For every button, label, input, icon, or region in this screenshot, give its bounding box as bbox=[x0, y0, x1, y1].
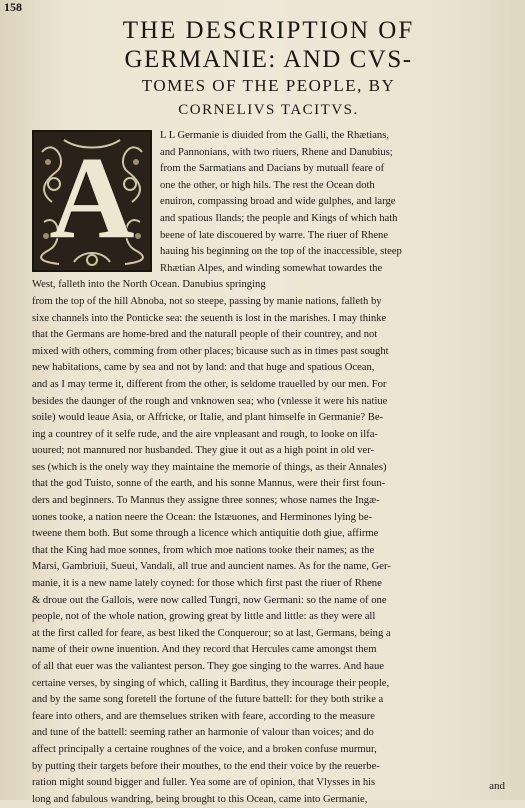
text-line: L L Germanie is diuided from the Galli, the Rhætians, bbox=[160, 130, 389, 141]
text-line: people, not of the whole nation, growing great by little and little: as they were all bbox=[32, 611, 376, 623]
text-line: ing a countrey of it selfe rude, and the aire vnpleasant and rough, to looke on ilfa- bbox=[32, 428, 378, 440]
text-line: new habitations, came by sea and not by land: and that huge and spatious Ocean, bbox=[32, 362, 375, 374]
text-line: long and fabulous wandring, being brought to this Ocean, came into Germanie, bbox=[32, 793, 368, 805]
text-line: enuiron, compassing broad and wide gulphes, and large bbox=[160, 196, 396, 208]
text-line: and as I may terme it, different from the other, is seldome trauelled by our men. For bbox=[32, 378, 387, 390]
text-line: manie, it is a new name lately coyned: for those which first past the riuer of Rhene bbox=[32, 578, 382, 590]
chapter-title bbox=[32, 16, 505, 122]
text-line: of all that euer was the valiantest person. They goe singing to the warres. And haue bbox=[32, 661, 384, 672]
text-line: mixed with others, comming from other places; bicause such as in times past sought bbox=[32, 345, 389, 357]
text-line: that the god Tuisto, sonne of the earth, and his sonne Mannus, were their first foun- bbox=[32, 478, 386, 490]
text-line: name of their owne inuention. And they record that Hercules came amongst them bbox=[32, 644, 377, 656]
text-line: from the Sarmatians and Dacians by mutuall feare of bbox=[160, 163, 385, 175]
text-line: beene of late discouered by warre. The riuer of Rhene bbox=[160, 229, 389, 241]
text-line: that the King had moe sonnes, from which moe nations tooke their names; as the bbox=[32, 544, 375, 556]
text-line: and spatious Ilands; the people and Kings of which hath bbox=[160, 212, 398, 224]
text-line: ration might sound bigger and fuller. Yea some are of opinion, that Vlysses in his bbox=[32, 777, 376, 789]
text-line: uoured; not mannured nor husbanded. They giue it out as a high point in old ver- bbox=[32, 445, 375, 457]
text-line: ders and beginners. To Mannus they assigne three sonnes; whose names the Ingæ- bbox=[32, 495, 380, 507]
text-line: hauing his beginning on the top of the inaccessible, steep bbox=[160, 246, 402, 258]
text-line: affect principally a certaine roughnes of the voice, and a broken confuse murmur, bbox=[32, 743, 377, 755]
ornamental-drop-cap bbox=[32, 130, 152, 272]
text-line: tweene them both. But some through a licence which antiquitie doth giue, affirme bbox=[32, 528, 379, 540]
text-line: ses (which is the onely way they maintaine the memorie of things, as their Annales) bbox=[32, 461, 387, 473]
text-line: feare into others, and are themselues striken with feare, according to the measure bbox=[32, 710, 375, 722]
text-line: that the Germans are home-bred and the naturall people of their countrey, and not bbox=[32, 329, 378, 341]
title-line-1: THE DESCRIPTION OF bbox=[122, 17, 415, 44]
text-line: uones tooke, a nation neere the Ocean: the Istæuones, and Herminones lying be- bbox=[32, 511, 373, 523]
title-line-3: TOMES OF THE PEOPLE, BY bbox=[141, 76, 396, 95]
text-line: besides the daunger of the rough and vnknowen sea; who (vnlesse it were his natiue bbox=[32, 395, 388, 407]
text-line: from the top of the hill Abnoba, not so steepe, passing by manie nations, falleth by bbox=[32, 295, 382, 307]
text-line: West, falleth into the North Ocean. Danubius springing bbox=[32, 279, 266, 291]
text-line: at the first called for feare, as best liked the Conquerour; so at last, Germans, being a bbox=[32, 627, 391, 639]
drop-cap-letter: A bbox=[49, 132, 135, 263]
text-line: Marsi, Gambriuii, Sueui, Vandali, all true and auncient names. As for the name, Ger- bbox=[32, 561, 391, 573]
title-line-2: GERMANIE: AND CVS- bbox=[124, 46, 413, 73]
text-line: soile) would leaue Asia, or Affricke, or Italie, and plant himselfe in Germanie? Be- bbox=[32, 412, 384, 424]
text-line: & droue out the Gallois, were now called Tungri, now Germani: so the name of one bbox=[32, 594, 387, 606]
text-line: certaine verses, by singing of which, calling it Barditus, they incourage their people, bbox=[32, 677, 390, 689]
page-number: 158 bbox=[4, 0, 22, 14]
text-line: sixe channels into the Ponticke sea: the seuenth is lost in the marishes. I may thinke bbox=[32, 312, 387, 324]
catchword: and bbox=[489, 780, 505, 792]
text-line: one the other, or high hils. The rest the Ocean doth bbox=[160, 179, 375, 191]
text-line: by putting their targets before their mouthes, to the end their voice by the reuerbe- bbox=[32, 760, 380, 772]
text-line: and by the same song foretell the fortune of the future battell: for they both strike a bbox=[32, 694, 384, 706]
body-text-block bbox=[32, 128, 505, 808]
text-line: Rhætian Alpes, and winding somewhat towardes the bbox=[160, 262, 383, 274]
text-line: and Pannonians, with two riuers, Rhene and Danubius; bbox=[160, 146, 393, 158]
title-line-4: CORNELIVS TACITVS. bbox=[178, 102, 359, 118]
text-line: and tune of the battell: seeming rather an harmonie of valour than voices; and do bbox=[32, 727, 374, 739]
